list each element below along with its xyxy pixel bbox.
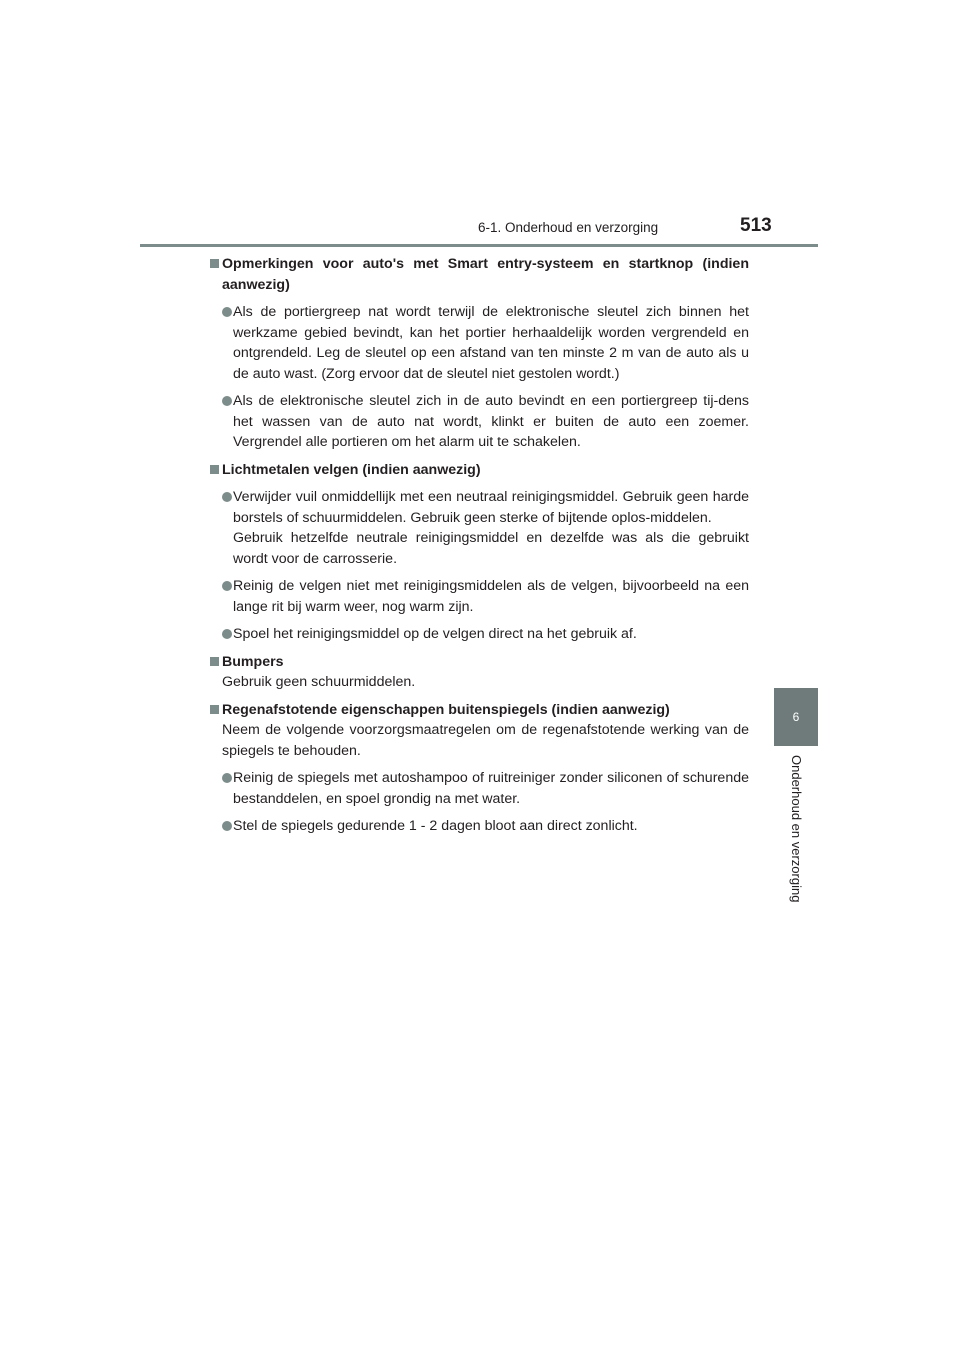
bullet-dot-icon: [222, 396, 232, 406]
section-mirrors: [211, 700, 749, 837]
bullet-text-continued: Gebruik hetzelfde neutrale reinigingsmiddel en dezelfde was als die gebruikt wordt voor de carrosserie.: [233, 530, 749, 567]
page-number: 513: [740, 215, 772, 236]
running-header-section: 6-1. Onderhoud en verzorging: [478, 220, 659, 235]
bullet-item: [222, 302, 749, 384]
bullet-dot-icon: [222, 629, 232, 639]
bullet-text: Spoel het reinigingsmiddel op de velgen direct na het gebruik af.: [233, 626, 637, 642]
chapter-number: 6: [792, 710, 800, 724]
page-content: [211, 254, 749, 844]
section-text: Neem de volgende voorzorgsmaatregelen om de regenafstotende werking van de spiegels te behouden.: [222, 722, 749, 759]
bullet-dot-icon: [222, 581, 232, 591]
bullet-item: [222, 576, 749, 617]
chapter-tab: [774, 688, 818, 746]
bullet-dot-icon: [222, 773, 232, 783]
section-smart-entry: [211, 254, 749, 453]
bullet-item: [222, 391, 749, 453]
chapter-title-vertical: Onderhoud en verzorging: [789, 755, 804, 903]
bullet-item: [222, 816, 749, 837]
section-square-icon: [210, 465, 219, 474]
section-heading: Opmerkingen voor auto's met Smart entry-systeem en startknop (indien aanwezig): [222, 256, 749, 293]
section-square-icon: [210, 657, 219, 666]
bullet-dot-icon: [222, 307, 232, 317]
bullet-dot-icon: [222, 492, 232, 502]
bullet-text: Stel de spiegels gedurende 1 - 2 dagen bloot aan direct zonlicht.: [233, 818, 638, 834]
section-alloy-wheels: [211, 460, 749, 645]
header-divider: [140, 244, 818, 247]
section-heading: Regenafstotende eigenschappen buitenspiegels (indien aanwezig): [222, 701, 670, 718]
bullet-text: Reinig de spiegels met autoshampoo of ruitreiniger zonder siliconen of schurende bestanddelen, en spoel grondig na met water.: [233, 770, 749, 807]
bullet-dot-icon: [222, 821, 232, 831]
bullet-item: [222, 624, 749, 645]
section-text: Gebruik geen schuurmiddelen.: [222, 674, 416, 690]
bullet-item: [222, 768, 749, 809]
bullet-item: [222, 487, 749, 569]
section-square-icon: [210, 259, 219, 268]
bullet-text: Als de portiergreep nat wordt terwijl de elektronische sleutel zich binnen het werkzame gebied bevindt, kan het portier herhaaldelijk worden vergrendeld en ontgrendeld. Leg de sleutel op een afstand van ten minste 2 m van de auto als u de auto wast. (Zorg ervoor dat de sleutel niet gestolen wordt.): [233, 304, 749, 382]
bullet-text: Reinig de velgen niet met reinigingsmiddelen als de velgen, bijvoorbeeld na een lange rit bij warm weer, nog warm zijn.: [233, 578, 749, 615]
section-heading: Lichtmetalen velgen (indien aanwezig): [222, 461, 481, 478]
section-heading: Bumpers: [222, 653, 284, 670]
section-bumpers: [211, 652, 749, 693]
bullet-text: Als de elektronische sleutel zich in de auto bevindt en een portiergreep tij-dens het wassen van de auto nat wordt, klinkt er buiten de auto een zoemer. Vergrendel alle portieren om het alarm uit te schakelen.: [233, 393, 749, 450]
section-square-icon: [210, 705, 219, 714]
bullet-text: Verwijder vuil onmiddellijk met een neutraal reinigingsmiddel. Gebruik geen harde borstels of schuurmiddelen. Gebruik geen sterke of bijtende oplos-middelen.: [233, 489, 749, 526]
